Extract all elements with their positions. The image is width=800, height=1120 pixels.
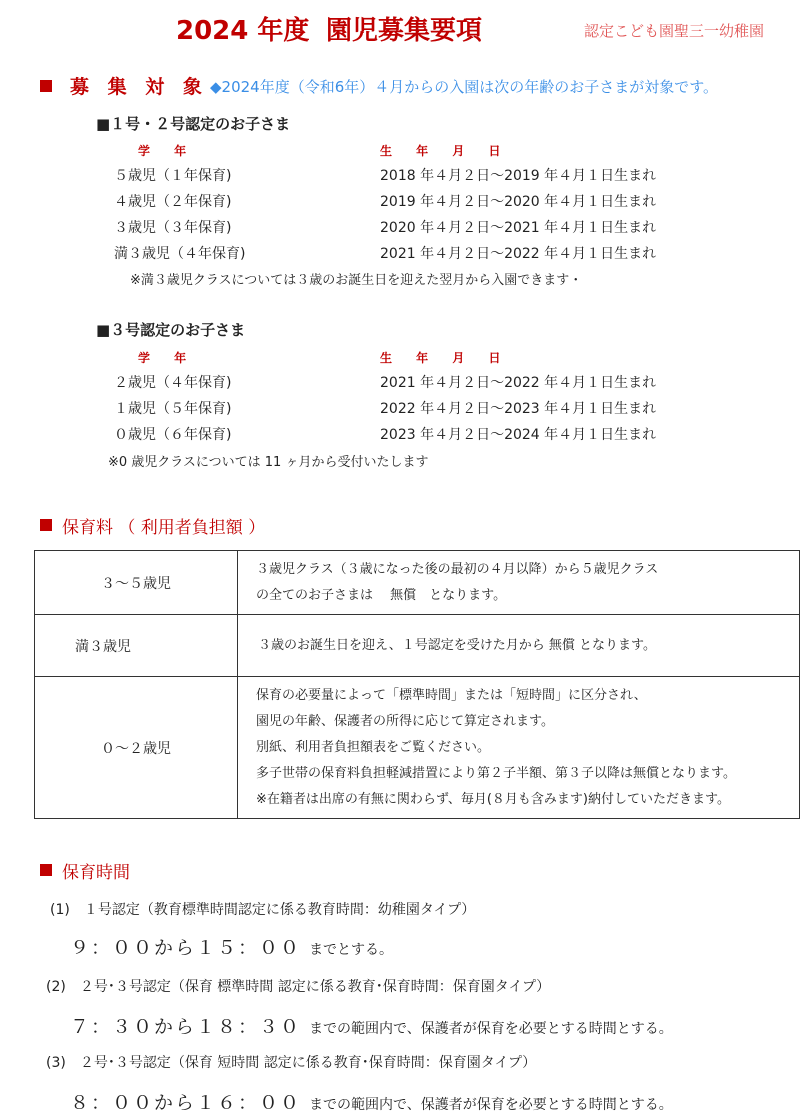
group1-row-birth: 2021 年４月２日～2022 年４月１日生まれ	[380, 246, 657, 262]
fee-row-desc	[238, 551, 800, 615]
hours-item-time: ９：００から１５：００	[70, 937, 302, 959]
fee-row-desc	[238, 615, 800, 677]
fee-desc-line: の全てのお子さまは 無償 となります。	[256, 587, 507, 603]
group1-row-birth: 2019 年４月２日～2020 年４月１日生まれ	[380, 194, 657, 210]
group1-note: ※満３歳児クラスについては３歳のお誕生日を迎えた翌月から入園できます・	[130, 273, 583, 288]
group2-note: ※0 歳児クラスについては 11 ヶ月から受付いたします	[108, 455, 429, 470]
table-row	[35, 551, 800, 615]
section-marker	[40, 864, 52, 876]
hours-item-time-line	[70, 1012, 673, 1039]
section-marker	[40, 80, 52, 92]
recruitment-heading: 募 集 対 象	[70, 76, 208, 98]
fee-desc-line: 別紙、利用者負担額表をご覧ください。	[256, 739, 491, 755]
page-title: 園児募集要項	[326, 16, 483, 46]
fee-heading: 保育料 （ 利用者負担額 ）	[62, 518, 266, 538]
group1-col-grade: 学 年	[138, 144, 197, 158]
fee-desc-line: ３歳のお誕生日を迎え、１号認定を受けた月から 無償 となります。	[258, 637, 657, 653]
hours-item-suffix: までの範囲内で、保護者が保育を必要とする時間とする。	[309, 1097, 673, 1113]
group2-col-grade: 学 年	[138, 351, 197, 365]
group2-row-birth: 2022 年４月２日～2023 年４月１日生まれ	[380, 401, 657, 417]
group2-row-grade: ２歳児（４年保育)	[114, 375, 232, 391]
hours-heading: 保育時間	[62, 863, 130, 883]
group2-row-grade: ０歳児（６年保育)	[114, 427, 232, 443]
group2-row-grade: １歳児（５年保育)	[114, 401, 232, 417]
fee-desc-line: ３歳児クラス（３歳になった後の最初の４月以降）から５歳児クラス	[256, 561, 659, 577]
group1-row-grade: ５歳児（１年保育)	[114, 168, 232, 184]
group1-col-birth: 生 年 月 日	[380, 144, 511, 158]
group2-col-birth: 生 年 月 日	[380, 351, 511, 365]
hours-item-head: (1) １号認定（教育標準時間認定に係る教育時間：幼稚園タイプ）	[50, 902, 476, 918]
group1-row-grade: 満３歳児（４年保育)	[114, 246, 246, 262]
group2-row-birth: 2021 年４月２日～2022 年４月１日生まれ	[380, 375, 657, 391]
hours-item-time: ７：３０から１８：３０	[70, 1016, 302, 1038]
fee-row-label: ３～５歳児	[35, 551, 238, 615]
recruitment-subtitle: ◆2024年度（令和6年）４月からの入園は次の年齢のお子さまが対象です。	[210, 78, 719, 96]
fee-desc-line: 園児の年齢、保護者の所得に応じて算定されます。	[256, 713, 554, 729]
hours-item-time: ８：００から１６：００	[70, 1092, 302, 1114]
hours-item-time-line	[70, 1088, 673, 1115]
group1-row-grade: ４歳児（２年保育)	[114, 194, 232, 210]
fee-row-label: 満３歳児	[35, 615, 238, 677]
hours-item-time-line	[70, 933, 393, 960]
fee-desc-line: 保育の必要量によって「標準時間」または「短時間」に区分され、	[256, 687, 647, 703]
group2-row-birth: 2023 年４月２日～2024 年４月１日生まれ	[380, 427, 657, 443]
section-marker	[40, 519, 52, 531]
school-name: 認定こども園聖三一幼稚園	[584, 22, 765, 40]
fee-row-label: ０～２歳児	[35, 677, 238, 819]
hours-item-head: (3) ２号･３号認定（保育 短時間 認定に係る教育･保育時間：保育園タイプ）	[46, 1055, 537, 1071]
group1-title: ■１号・２号認定のお子さま	[96, 115, 291, 133]
group1-row-birth: 2020 年４月２日～2021 年４月１日生まれ	[380, 220, 657, 236]
hours-item-suffix: までの範囲内で、保護者が保育を必要とする時間とする。	[309, 1021, 673, 1037]
title-year: 2024 年度	[176, 16, 310, 46]
table-row	[35, 677, 800, 819]
hours-item-suffix: までとする。	[309, 942, 394, 958]
fee-table	[34, 550, 800, 819]
fee-row-desc	[238, 677, 800, 819]
group2-title: ■３号認定のお子さま	[96, 321, 246, 339]
table-row	[35, 615, 800, 677]
fee-desc-line: ※在籍者は出席の有無に関わらず、毎月(８月も含みます)納付していただきます。	[256, 791, 730, 807]
group1-row-grade: ３歳児（３年保育)	[114, 220, 232, 236]
fee-desc-line: 多子世帯の保育料負担軽減措置により第２子半額、第３子以降は無償となります。	[256, 765, 736, 781]
hours-item-head: (2) ２号･３号認定（保育 標準時間 認定に係る教育･保育時間：保育園タイプ）	[46, 979, 551, 995]
group1-row-birth: 2018 年４月２日～2019 年４月１日生まれ	[380, 168, 657, 184]
